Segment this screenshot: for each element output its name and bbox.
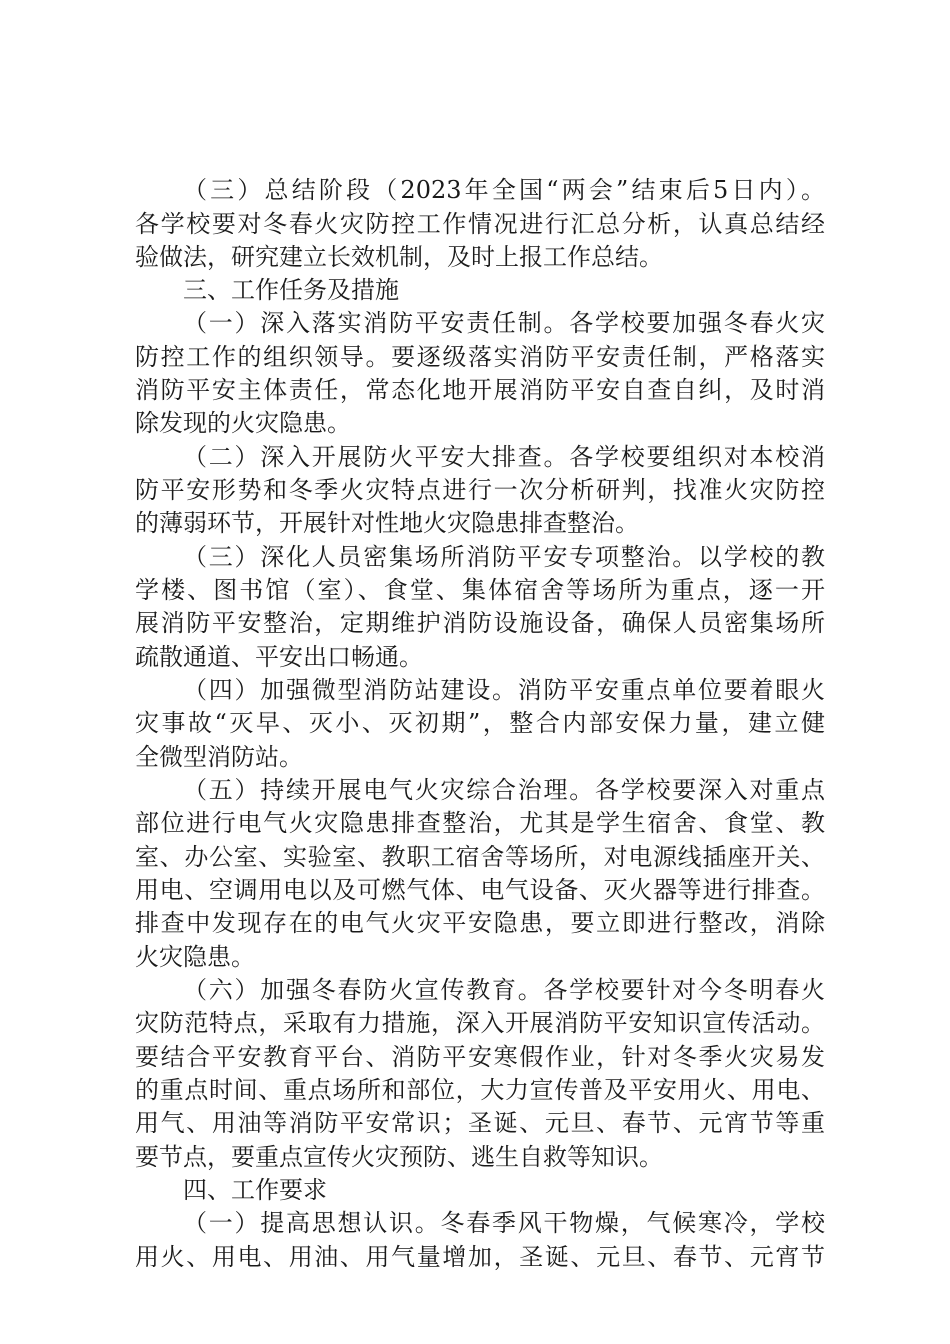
text-line: 除发现的火灾隐患。 bbox=[135, 409, 351, 437]
text-line: 灾事故“灭早、灭小、灭初期”，整合内部安保力量，建立健 bbox=[135, 709, 825, 737]
text-line: （五）持续开展电气火灾综合治理。各学校要深入对重点 bbox=[183, 776, 825, 804]
text-line: 火灾隐患。 bbox=[135, 943, 255, 971]
text-line: 用气、用油等消防平安常识；圣诞、元旦、春节、元宵节等重 bbox=[135, 1109, 825, 1137]
text-line: 消防平安主体责任，常态化地开展消防平安自查自纠，及时消 bbox=[135, 376, 825, 404]
section-heading: 四、工作要求 bbox=[183, 1176, 327, 1204]
text-line: （二）深入开展防火平安大排查。各学校要组织对本校消 bbox=[183, 443, 825, 471]
text-line: 部位进行电气火灾隐患排查整治，尤其是学生宿舍、食堂、教 bbox=[135, 809, 825, 837]
text-line: 要节点，要重点宣传火灾预防、逃生自救等知识。 bbox=[135, 1143, 663, 1171]
text-line: （四）加强微型消防站建设。消防平安重点单位要着眼火 bbox=[183, 676, 825, 704]
text-line: （一）提高思想认识。冬春季风干物燥，气候寒冷，学校 bbox=[183, 1209, 825, 1237]
text-line: 的重点时间、重点场所和部位，大力宣传普及平安用火、用电、 bbox=[135, 1076, 825, 1104]
text-line: 各学校要对冬春火灾防控工作情况进行汇总分析，认真总结经 bbox=[135, 210, 825, 238]
text-line: 的薄弱环节，开展针对性地火灾隐患排查整治。 bbox=[135, 509, 639, 537]
text-line: （六）加强冬春防火宣传教育。各学校要针对今冬明春火 bbox=[183, 976, 825, 1004]
text-line: 室、办公室、实验室、教职工宿舍等场所，对电源线插座开关、 bbox=[135, 843, 825, 871]
text-line: 展消防平安整治，定期维护消防设施设备，确保人员密集场所 bbox=[135, 609, 825, 637]
text-line: （一）深入落实消防平安责任制。各学校要加强冬春火灾 bbox=[183, 309, 825, 337]
text-line: 全微型消防站。 bbox=[135, 743, 303, 771]
text-line: 要结合平安教育平台、消防平安寒假作业，针对冬季火灾易发 bbox=[135, 1043, 825, 1071]
text-line: 防控工作的组织领导。要逐级落实消防平安责任制，严格落实 bbox=[135, 343, 825, 371]
text-line: 疏散通道、平安出口畅通。 bbox=[135, 643, 423, 671]
text-line: 排查中发现存在的电气火灾平安隐患，要立即进行整改，消除 bbox=[135, 909, 825, 937]
text-line: （三）深化人员密集场所消防平安专项整治。以学校的教 bbox=[183, 543, 825, 571]
text-line: 验做法，研究建立长效机制，及时上报工作总结。 bbox=[135, 243, 663, 271]
text-line: 防平安形势和冬季火灾特点进行一次分析研判，找准火灾防控 bbox=[135, 476, 825, 504]
text-line: 学楼、图书馆（室）、食堂、集体宿舍等场所为重点，逐一开 bbox=[135, 576, 825, 604]
text-line: （三）总结阶段（2023年全国“两会”结束后5日内）。 bbox=[183, 176, 825, 204]
text-line: 灾防范特点，采取有力措施，深入开展消防平安知识宣传活动。 bbox=[135, 1009, 825, 1037]
text-line: 用电、空调用电以及可燃气体、电气设备、灭火器等进行排查。 bbox=[135, 876, 825, 904]
text-line: 用火、用电、用油、用气量增加，圣诞、元旦、春节、元宵节 bbox=[135, 1243, 825, 1271]
section-heading: 三、工作任务及措施 bbox=[183, 276, 399, 304]
